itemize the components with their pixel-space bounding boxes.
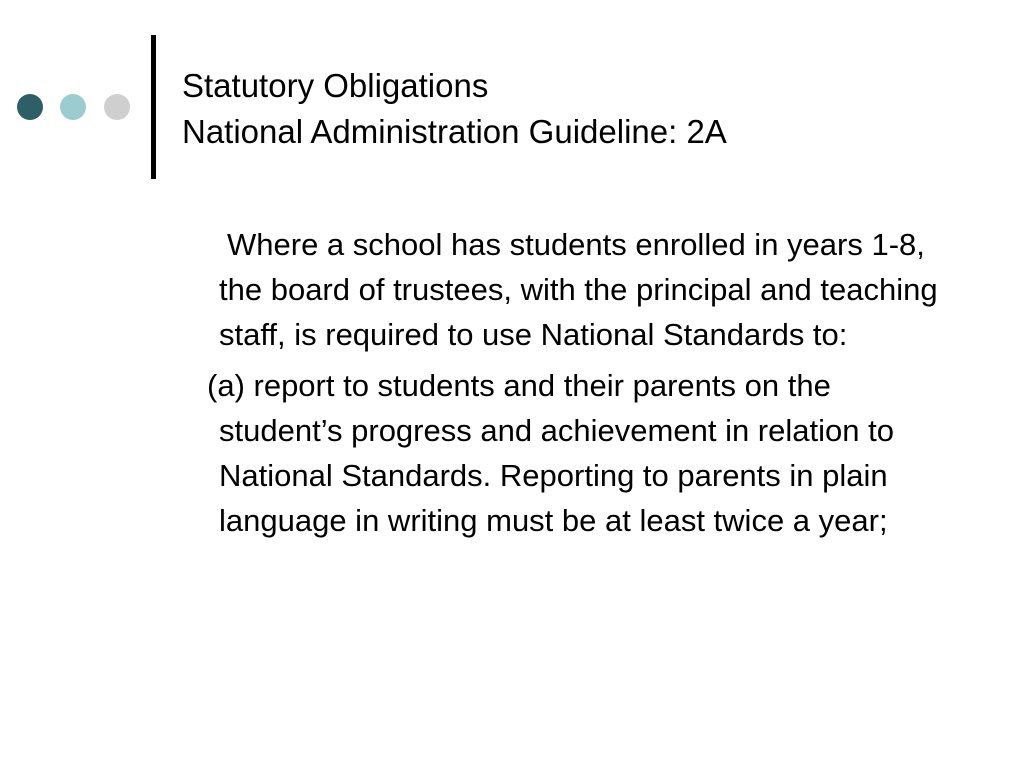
decorative-dot-gray-icon — [104, 94, 130, 120]
decorative-dot-light-teal-icon — [60, 94, 86, 120]
title-line-1: Statutory Obligations — [182, 67, 489, 104]
decorative-dot-dark-teal-icon — [17, 94, 43, 120]
slide-body — [207, 222, 959, 543]
title-line-2: National Administration Guideline: 2A — [182, 113, 727, 150]
slide-title — [182, 63, 982, 155]
title-divider — [151, 35, 156, 179]
body-paragraph-2: (a) report to students and their parents on the student’s progress and achievement in relation to National Standards. Reporting to parents in plain language in writing must be at least twice a year; — [207, 368, 894, 538]
body-paragraph-1: Where a school has students enrolled in years 1-8, the board of trustees, with the principal and teaching staff, is required to use National Standards to: — [219, 227, 938, 352]
